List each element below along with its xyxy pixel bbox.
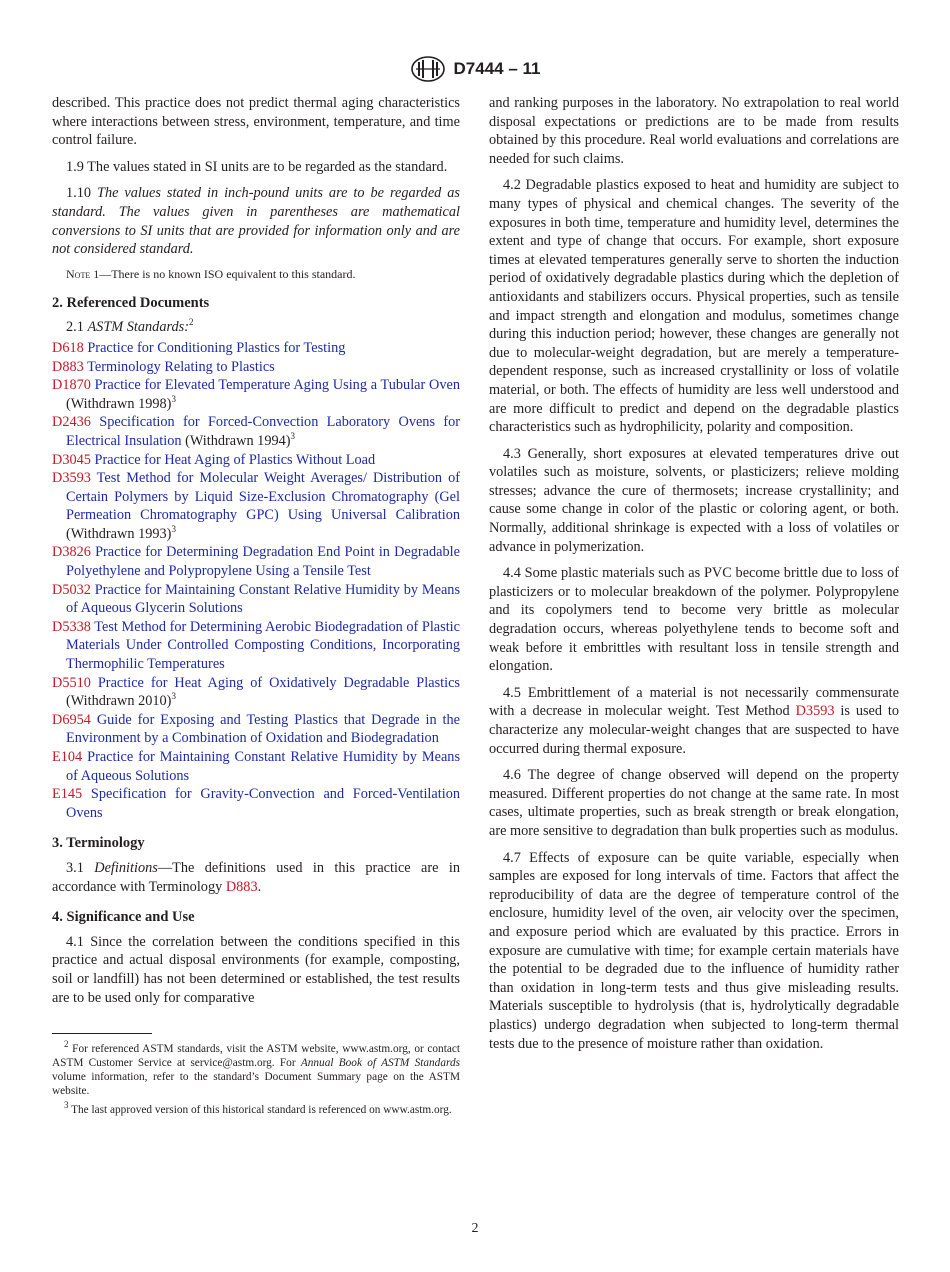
reference-item[interactable] [52,618,460,674]
astm-logo-icon [410,56,446,82]
text: . [257,878,262,895]
reference-title[interactable]: Practice for Heat Aging of Oxidatively Degradable Plastics [97,674,460,691]
reference-title[interactable]: Practice for Maintaining Constant Relative Humidity by Means of Aqueous Solutions [66,749,461,784]
reference-code[interactable]: D3593 [52,470,91,487]
reference-status: (Withdrawn 1998) [66,395,172,412]
link-d883[interactable]: D883 [225,878,258,895]
reference-code[interactable]: D2436 [52,414,91,431]
reference-item[interactable] [52,376,460,413]
italic-text: ASTM Standards: [87,319,189,336]
italic-text: Definitions [94,859,158,876]
page-header [0,56,950,82]
text: is used to characterize any molecular-weight changes that are suspected to have occurred during thermal exposure. [489,703,900,757]
reference-item[interactable] [52,785,460,822]
reference-code[interactable]: D5510 [52,674,91,691]
paragraph-4-1: 4.1 Since the correlation between the conditions specified in this practice and actual disposal environments (for example, composting, soil or landfill) has not been determined or established, the test results are to be used only for comparative [52,933,460,1006]
reference-code[interactable]: D883 [52,358,84,375]
footnote-ref: 3 [290,431,296,442]
paragraph: described. This practice does not predict thermal aging characteristics where interactions between stress, environment, temperature, and time control failure. [52,95,460,149]
italic-text: Annual Book of ASTM Standards [300,1057,460,1070]
footnote-marker: 3 [64,1099,69,1110]
text: For referenced ASTM standards, visit the ASTM website, www.astm.org, or contact ASTM Customer Service at service@astm.org. For [52,1043,460,1070]
reference-title[interactable]: Practice for Heat Aging of Plastics Without Load [94,451,376,468]
reference-item[interactable] [52,469,460,543]
reference-code[interactable]: D5338 [52,618,91,635]
reference-title[interactable]: Terminology Relating to Plastics [87,358,275,375]
page-number: 2 [471,1221,479,1236]
footnote-ref: 2 [189,317,194,328]
reference-item[interactable] [52,581,460,618]
text: volume information, refer to the standard’s Document Summary page on the ASTM website. [52,1071,460,1098]
note-label: Note [66,266,91,281]
reference-code[interactable]: D3826 [52,544,91,561]
reference-code[interactable]: D3045 [52,451,91,468]
paragraph: and ranking purposes in the laboratory. No extrapolation to real world disposal expectations or predictions are to be made from results obtained by this procedure. Real world evaluations and correlations are needed for such claims. [489,95,899,167]
paragraph-4-4: 4.4 Some plastic materials such as PVC become brittle due to loss of plasticizers or to molecular breakdown of the polymer. Polypropylene and its copolymers tend to become very brittle as molecular degradation occurs, whereas polyethylene tends to become soft and weak before it embrittles with resultant loss in tensile strength and elongation. [489,565,899,675]
paragraph-2-1 [52,318,460,337]
reference-code[interactable]: D1870 [52,377,91,394]
reference-title[interactable]: Practice for Maintaining Constant Relative Humidity by Means of Aqueous Glycerin Solutions [66,581,461,617]
reference-item[interactable] [52,358,460,377]
paragraph-4-7: 4.7 Effects of exposure can be quite variable, especially when samples are exposed for long intervals of time. Factors that affect the reproducibility of data are the degree of temperature control of the enclosure, humidity level of the oven, air velocity over the specimen, and exposure period which are evaluated by this practice. Errors in exposure are cumulative with time; for example certain materials have the potential to be degraded due to the influence of humidity rather than oxidation in long-term tests and thus give misleading results. Materials susceptible to hydrolysis (that is, hydrolytically degradable plastics) undergo degradation when subjected to long-term thermal tests due to the presence of moisture rather than oxidation. [489,849,899,1052]
reference-code[interactable]: D5032 [52,581,91,598]
footnote-marker: 2 [64,1039,69,1050]
reference-code[interactable]: E145 [52,786,83,803]
reference-list [52,339,460,822]
reference-status: (Withdrawn 1993) [66,525,172,542]
right-column [489,94,899,1061]
reference-title[interactable]: Practice for Determining Degradation End Point in Degradable Polyethylene and Polypropylene Using a Tensile Test [66,544,460,580]
heading-referenced-documents: 2. Referenced Documents [52,294,210,311]
note-text: 1—There is no known ISO equivalent to this standard. [93,266,356,281]
heading-terminology: 3. Terminology [52,835,145,852]
footnote-ref: 3 [171,691,176,702]
reference-code[interactable]: D618 [52,339,84,356]
reference-item[interactable] [52,543,460,580]
footnote-ref: 3 [171,524,176,535]
reference-code[interactable]: D6954 [52,711,91,728]
section-number: 2.1 [66,319,84,336]
paragraph-1-10 [52,184,460,258]
reference-code[interactable]: E104 [52,749,83,765]
reference-title[interactable]: Test Method for Determining Aerobic Biodegradation of Plastic Materials Under Controlled Composting Conditions, Incorporating Thermophilic Temperatures [66,618,460,673]
section-number: 3.1 [66,859,84,876]
reference-title[interactable]: Specification for Forced-Convection Laboratory Ovens for Electrical Insulation [66,414,461,449]
text: 4.5 Embrittlement of a material is not necessarily commensurate with a decrease in molecular weight. Test Method [489,684,899,720]
reference-item[interactable] [52,711,460,748]
text: The last approved version of this historical standard is referenced on www.astm.org. [71,1103,452,1116]
reference-item[interactable] [52,748,460,785]
link-d3593[interactable]: D3593 [795,703,835,720]
footnote-3 [52,1099,460,1117]
left-column [52,94,460,1121]
footnote-2 [52,1039,460,1098]
reference-title[interactable]: Practice for Conditioning Plastics for Testing [87,339,346,356]
reference-status: (Withdrawn 1994) [181,432,291,449]
italic-text: The values stated in inch-pound units are to be regarded as standard. The values given in parentheses are mathematical conversions to SI units that are provided for information only and are not considered standard. [52,185,460,258]
paragraph-3-1 [52,859,460,896]
paragraph-4-3: 4.3 Generally, short exposures at elevated temperatures drive out volatiles such as moisture, solvents, or plasticizers; relieve molding stresses; advance the cure of thermosets; increase crystallinity; and cause some change in color of the plastic or coloring agent, or both. Normally, additional shrinkage is expected with a loss of volatiles or advance in polymerization. [489,445,899,555]
reference-title[interactable]: Practice for Elevated Temperature Aging Using a Tubular Oven [94,377,460,394]
note [52,267,460,282]
paragraph-4-2: 4.2 Degradable plastics exposed to heat and humidity are subject to many types of physical and chemical changes. The severity of the exposures in both time, temperature and humidity level, determines the extent and type of change that occurs. For example, short exposure times at elevated temperatures generally serve to shorten the induction period of oxidatively degradable plastics during which the depletion of antioxidants and stabilizers occurs. Physical properties, such as tensile and impact strength and elongation and modulus, sometimes change during this induction period; however, these changes are generally not due to molecular-weight degradation, but are merely a temperature-dependent response, such as increased crystallinity or loss of volatile material, or both. The effects of humidity are less well understood and are more difficult to predict and depend on the degradable plastics characteristics such as hydrophilicity, polarity and composition. [489,177,899,436]
document-id: D7444 – 11 [453,59,541,78]
reference-status: (Withdrawn 2010) [66,693,172,710]
paragraph-4-6: 4.6 The degree of change observed will depend on the property measured. Different properties do not change at the same rate. In most cases, ultimate properties, such as break strength or break elongation, are more sensitive to degradation than bulk properties such as modulus. [489,767,899,839]
reference-title[interactable]: Guide for Exposing and Testing Plastics that Degrade in the Environment by a Combination of Oxidation and Biodegradation [66,711,460,747]
reference-item[interactable] [52,339,460,358]
footnote-divider [52,1033,152,1034]
paragraph-4-5 [489,684,899,758]
reference-title[interactable]: Specification for Gravity-Convection and Forced-Ventilation Ovens [66,786,460,821]
footnote-ref: 3 [171,393,176,404]
text: —The definitions used in this practice are in accordance with Terminology [52,859,460,895]
section-number: 1.10 [66,185,92,202]
reference-item[interactable] [52,451,460,470]
heading-significance-and-use: 4. Significance and Use [52,909,195,926]
reference-item[interactable] [52,674,460,711]
paragraph-1-9: 1.9 The values stated in SI units are to be regarded as the standard. [66,158,448,175]
reference-title[interactable]: Test Method for Molecular Weight Averages/ Distribution of Certain Polymers by Liquid Size-Exclusion Chromatography (Gel Permeation Chromatography GPC) Using Universal Calibration [66,470,460,524]
reference-item[interactable] [52,413,460,450]
